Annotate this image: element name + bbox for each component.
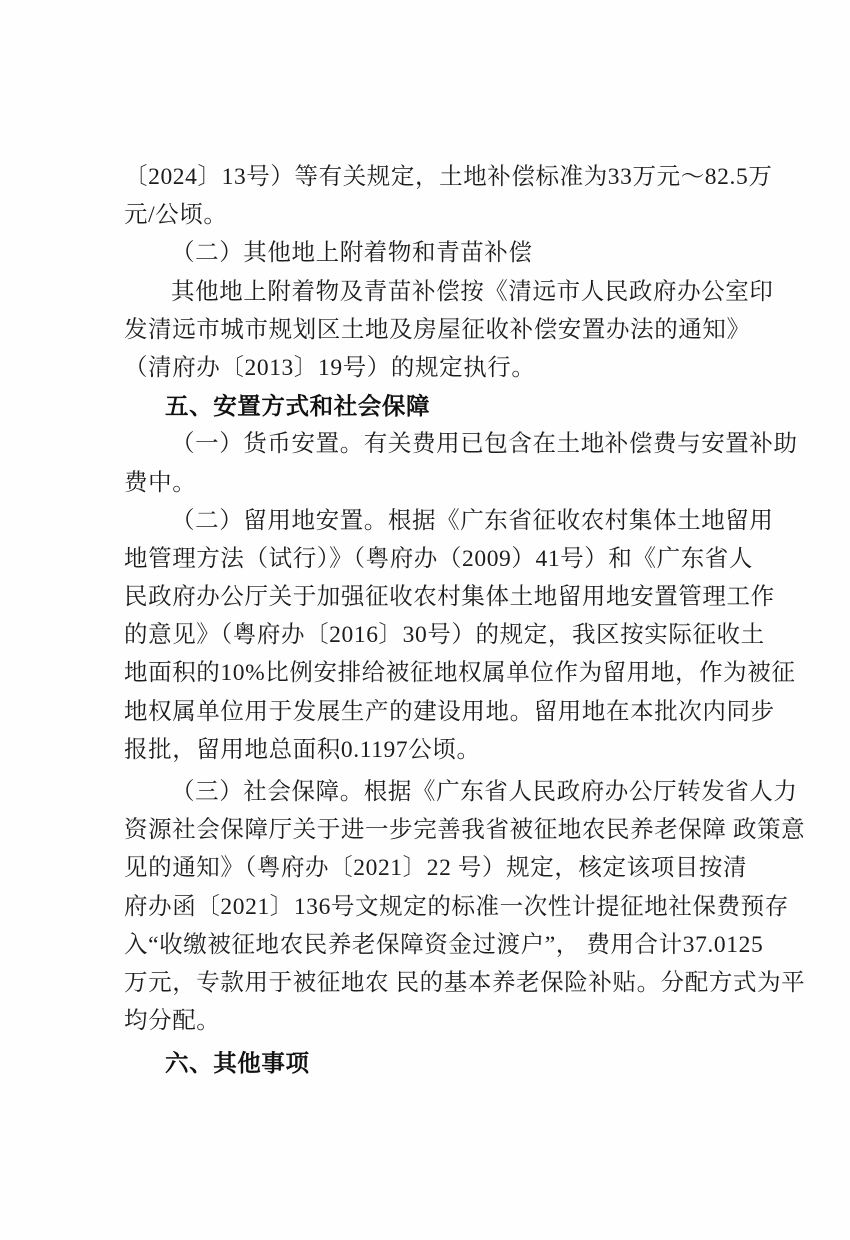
section-heading-5: 五、安置方式和社会保障 [165,393,431,420]
text-line: 资源社会保障厅关于进一步完善我省被征地农民养老保障 政策意 [124,817,806,844]
text-line: （二）其他地上附着物和青苗补偿 [171,240,533,267]
text-line: 民政府办公厅关于加强征收农村集体土地留用地安置管理工作 [124,584,775,611]
text-line: 府办函〔2021〕136号文规定的标准一次性计提征地社保费预存 [124,893,789,920]
text-line: 元/公顷。 [124,202,228,229]
text-line: 其他地上附着物及青苗补偿按《清远市人民政府办公室印 [171,278,774,305]
text-line: 均分配。 [124,1008,221,1035]
text-line: 万元，专款用于被征地农 民的基本养老保险补贴。分配方式为平 [124,969,806,996]
text-line: 报批，留用地总面积0.1197公顷。 [124,736,481,763]
text-line: 见的通知》（粤府办〔2021〕22 号）规定，核定该项目按清 [124,855,748,882]
text-line: 的意见》（粤府办〔2016〕30号）的规定，我区按实际征收土 [124,622,765,649]
text-line: 费中。 [124,469,197,496]
text-line: （清府办〔2013〕19号）的规定执行。 [124,354,536,381]
text-line: 地管理方法（试行）》（粤府办（2009）41号）和《广东省人 [124,545,753,572]
document-content [124,158,806,1083]
text-line: （二）留用地安置。根据《广东省征收农村集体土地留用 [171,507,774,534]
text-line: 发清远市城市规划区土地及房屋征收补偿安置办法的通知》 [124,316,751,343]
text-line: （三）社会保障。根据《广东省人民政府办公厅转发省人力 [171,779,798,805]
section-heading-6: 六、其他事项 [165,1050,310,1077]
text-line: 入“收缴被征地农民养老保障资金过渡户”， 费用合计37.0125 [124,931,764,958]
text-line: （一）货币安置。有关费用已包含在土地补偿费与安置补助 [171,431,798,458]
text-line: 〔2024〕13号）等有关规定，土地补偿标准为33万元～82.5万 [124,164,773,190]
text-line: 地权属单位用于发展生产的建设用地。留用地在本批次内同步 [124,698,775,725]
text-line: 地面积的10%比例安排给被征地权属单位作为留用地，作为被征 [124,660,796,687]
